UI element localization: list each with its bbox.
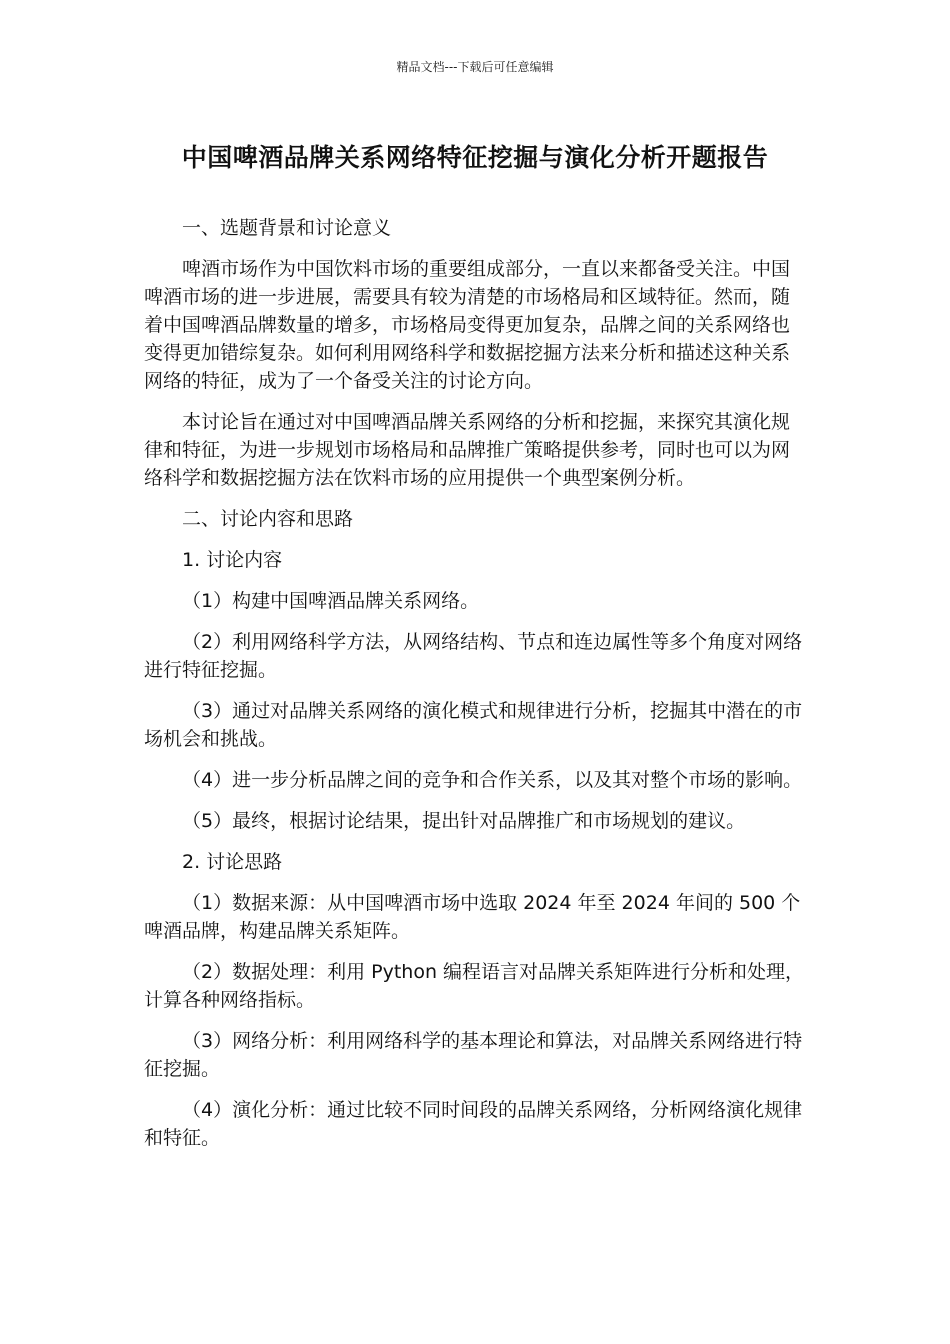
document-body <box>144 214 808 1165</box>
list-item: （1）数据来源：从中国啤酒市场中选取 2024 年至 2024 年间的 500 个啤酒品牌，构建品牌关系矩阵。 <box>144 892 801 942</box>
list-item: （2）利用网络科学方法，从网络结构、节点和连边属性等多个角度对网络进行特征挖掘。 <box>144 631 803 681</box>
document-title: 中国啤酒品牌关系网络特征挖掘与演化分析开题报告 <box>181 143 769 172</box>
list-item: （3）通过对品牌关系网络的演化模式和规律进行分析，挖掘其中潜在的市场机会和挑战。 <box>144 700 803 750</box>
section-heading: 一、选题背景和讨论意义 <box>182 217 392 239</box>
body-paragraph: 啤酒市场作为中国饮料市场的重要组成部分，一直以来都备受关注。中国啤酒市场的进一步进展，需要具有较为清楚的市场格局和区域特征。然而，随着中国啤酒品牌数量的增多，市场格局变得更加复杂，品牌之间的关系网络也变得更加错综复杂。如何利用网络科学和数据挖掘方法来分析和描述这种关系网络的特征，成为了一个备受关注的讨论方向。 <box>144 258 791 392</box>
list-item: （4）进一步分析品牌之间的竞争和合作关系，以及其对整个市场的影响。 <box>182 769 803 791</box>
body-paragraph: 本讨论旨在通过对中国啤酒品牌关系网络的分析和挖掘，来探究其演化规律和特征，为进一步规划市场格局和品牌推广策略提供参考，同时也可以为网络科学和数据挖掘方法在饮料市场的应用提供一个典型案例分析。 <box>144 411 791 489</box>
list-item: （4）演化分析：通过比较不同时间段的品牌关系网络，分析网络演化规律和特征。 <box>144 1099 803 1149</box>
list-item: （1）构建中国啤酒品牌关系网络。 <box>182 590 480 612</box>
subsection-heading: 1. 讨论内容 <box>182 549 283 571</box>
list-item: （3）网络分析：利用网络科学的基本理论和算法，对品牌关系网络进行特征挖掘。 <box>144 1030 803 1080</box>
list-item: （2）数据处理：利用 Python 编程语言对品牌关系矩阵进行分析和处理，计算各种网络指标。 <box>144 961 805 1011</box>
section-heading: 二、讨论内容和思路 <box>182 508 354 530</box>
subsection-heading: 2. 讨论思路 <box>182 851 283 873</box>
list-item: （5）最终，根据讨论结果，提出针对品牌推广和市场规划的建议。 <box>182 810 746 832</box>
header-note: 精品文档---下载后可任意编辑 <box>396 60 554 74</box>
